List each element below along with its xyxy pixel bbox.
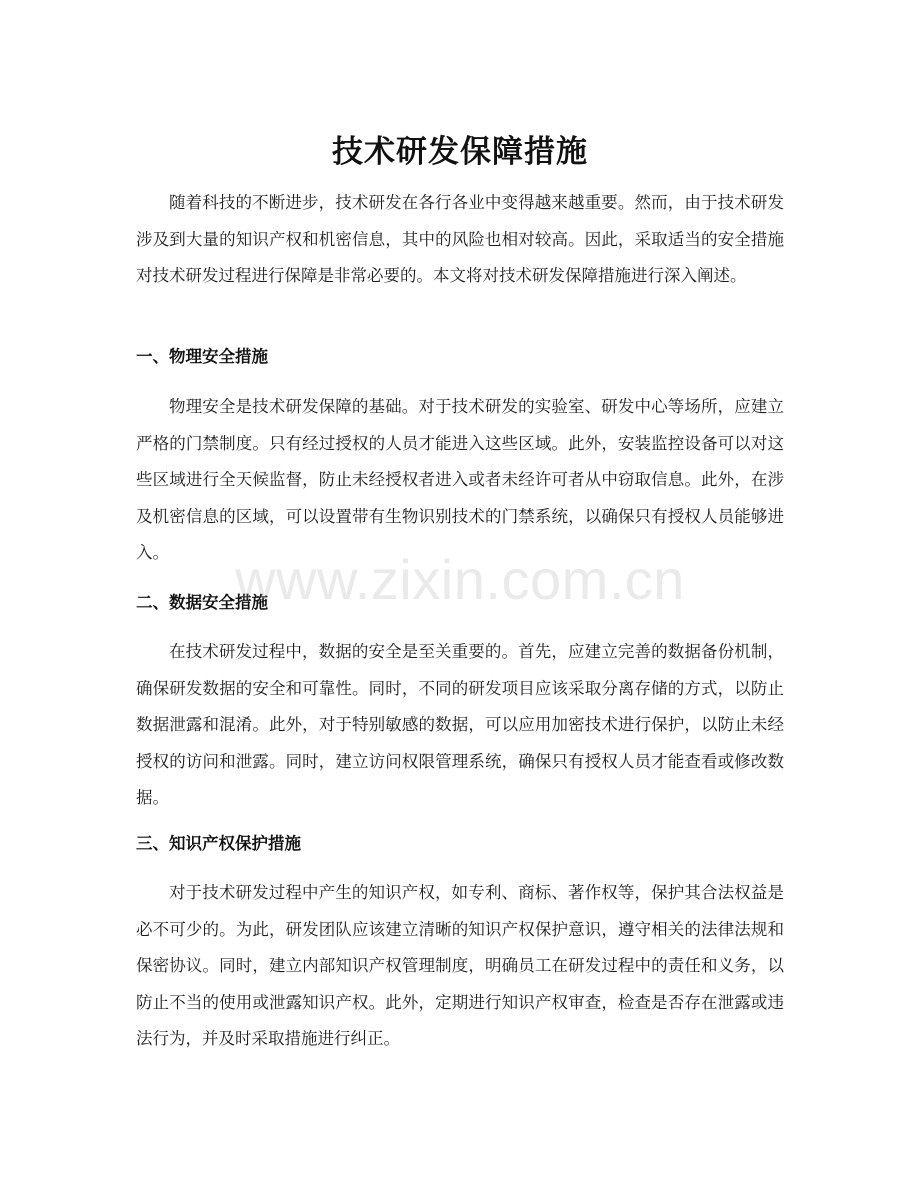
section-heading-physical: 一、物理安全措施 — [136, 347, 268, 366]
watermark-text: www.zixin.com.cn — [235, 548, 685, 611]
document-title: 技术研发保障措施 — [332, 133, 588, 170]
intro-paragraph: 随着科技的不断进步，技术研发在各行各业中变得越来越重要。然而，由于技术研发涉及到大量的知识产权和机密信息，其中的风险也相对较高。因此，采取适当的安全措施对技术研发过程进行保障是非常必要的。本文将对技术研发保障措施进行深入阐述。 — [136, 193, 784, 285]
section-body-physical: 物理安全是技术研发保障的基础。对于技术研发的实验室、研发中心等场所，应建立严格的门禁制度。只有经过授权的人员才能进入这些区域。此外，安装监控设备可以对这些区域进行全天候监督，防止未经授权者进入或者未经许可者从中窃取信息。此外，在涉及机密信息的区域，可以设置带有生物识别技术的门禁系统，以确保只有授权人员能够进入。 — [136, 397, 784, 562]
section-heading-data: 二、数据安全措施 — [136, 593, 268, 612]
section-heading-ip: 三、知识产权保护措施 — [136, 834, 301, 853]
section-body-ip: 对于技术研发过程中产生的知识产权，如专利、商标、著作权等，保护其合法权益是必不可少的。为此，研发团队应该建立清晰的知识产权保护意识，遵守相关的法律法规和保密协议。同时，建立内部知识产权管理制度，明确员工在研发过程中的责任和义务，以防止不当的使用或泄露知识产权。此外，定期进行知识产权审查，检查是否存在泄露或违法行为，并及时采取措施进行纠正。 — [136, 883, 784, 1048]
section-body-data: 在技术研发过程中，数据的安全是至关重要的。首先，应建立完善的数据备份机制，确保研发数据的安全和可靠性。同时，不同的研发项目应该采取分离存储的方式，以防止数据泄露和混淆。此外，对于特别敏感的数据，可以应用加密技术进行保护，以防止未经授权的访问和泄露。同时，建立访问权限管理系统，确保只有授权人员才能查看或修改数据。 — [136, 642, 784, 807]
